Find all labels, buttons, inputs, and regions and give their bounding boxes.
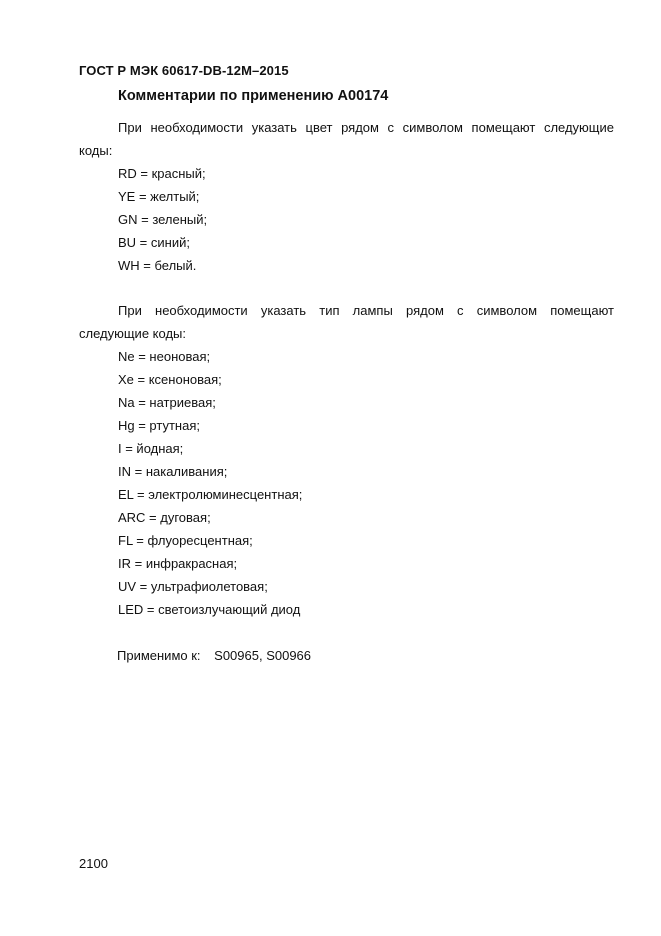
list-item: RD = красный; [118, 166, 206, 181]
list-item: Na = натриевая; [118, 395, 216, 410]
color-intro-line-2: коды: [79, 143, 113, 158]
list-item: Xe = ксеноновая; [118, 372, 222, 387]
list-item: GN = зеленый; [118, 212, 208, 227]
lamp-intro-line-2: следующие коды: [79, 326, 186, 341]
document-header: ГОСТ Р МЭК 60617-DB-12M–2015 [79, 63, 289, 78]
applies-to [117, 648, 311, 663]
color-intro-line-1: При необходимости указать цвет рядом с символом помещают следующие [118, 120, 614, 135]
page-number: 2100 [79, 856, 108, 871]
lamp-intro-line-1: При необходимости указать тип лампы рядом с символом помещают [118, 303, 614, 318]
lamp-codes-list [118, 345, 302, 621]
list-item: I = йодная; [118, 441, 184, 456]
list-item: Ne = неоновая; [118, 349, 211, 364]
list-item: FL = флуоресцентная; [118, 533, 253, 548]
color-codes-list [118, 162, 207, 277]
color-intro-paragraph [79, 116, 614, 162]
list-item: LED = светоизлучающий диод [118, 602, 301, 617]
lamp-intro-paragraph [79, 299, 614, 345]
applies-to-refs: S00965, S00966 [214, 648, 312, 663]
list-item: Hg = ртутная; [118, 418, 200, 433]
list-item: YE = желтый; [118, 189, 200, 204]
section-title: Комментарии по применению A00174 [118, 88, 389, 104]
list-item: BU = синий; [118, 235, 190, 250]
list-item: IN = накаливания; [118, 464, 228, 479]
list-item: EL = электролюминесцентная; [118, 487, 303, 502]
applies-to-label: Применимо к: [117, 648, 201, 663]
list-item: IR = инфракрасная; [118, 556, 238, 571]
list-item: UV = ультрафиолетовая; [118, 579, 268, 594]
list-item: ARC = дуговая; [118, 510, 211, 525]
list-item: WH = белый. [118, 258, 197, 273]
